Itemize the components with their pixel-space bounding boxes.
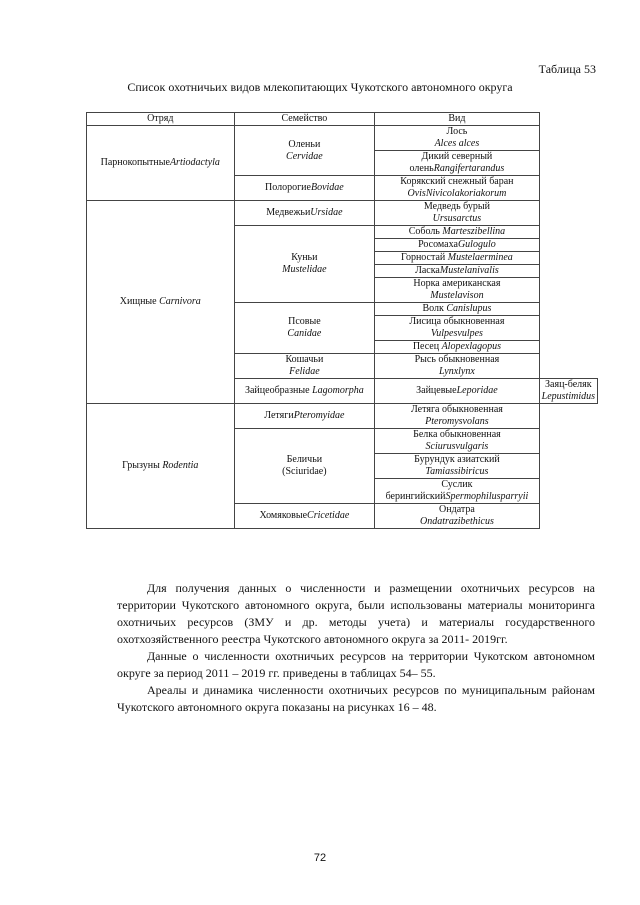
species-table xyxy=(86,112,598,529)
family-canidae: Псовые Canidae xyxy=(234,303,375,354)
family-mustelidae: Куньи Mustelidae xyxy=(234,226,375,303)
table-title: Список охотничьих видов млекопитающих Чукотского автономного округа xyxy=(127,80,513,94)
family-pteromyidae: ЛетягиPteromyidae xyxy=(234,404,375,429)
species-ground-squirrel: Суслик берингийскийSpermophilusparryii xyxy=(375,479,539,504)
order-artiodactyla: ПарнокопытныеArtiodactyla xyxy=(87,126,235,201)
species-muskrat: Ондатра Ondatrazibethicus xyxy=(375,504,539,529)
table-row xyxy=(87,201,598,226)
table-row xyxy=(87,126,598,151)
species-moose: Лось Alces alces xyxy=(375,126,539,151)
order-lagomorpha: Зайцеобразные Lagomorpha xyxy=(234,379,375,404)
species-wolverine: РосомахаGulogulo xyxy=(375,239,539,252)
order-rodentia: Грызуны Rodentia xyxy=(87,404,235,529)
species-brown-bear: Медведь бурый Ursusarctus xyxy=(375,201,539,226)
table-header-row xyxy=(87,113,598,126)
paragraph-3: Ареалы и динамика численности охотничьих ресурсов по муниципальным районам Чукотского автономного округа показаны на рисунках 16 – 48. xyxy=(117,683,595,714)
paragraph-1: Для получения данных о численности и размещении охотничьих ресурсов на территории Чукотского автономного округа, были использованы материалы мониторинга охотничьих ресурсов (ЗМУ и др. методы учета) и материалы государственного охотхозяйственного реестра Чукотского автономного округа за 2011- 2019гг. xyxy=(117,581,595,646)
header-order: Отряд xyxy=(87,113,235,126)
species-reindeer: Дикий северный оленьRangifertarandus xyxy=(375,151,539,176)
family-cervidae: Оленьи Cervidae xyxy=(234,126,375,176)
species-sable: Соболь Marteszibellina xyxy=(375,226,539,239)
species-weasel: ЛаскаMustelanivalis xyxy=(375,265,539,278)
species-ermine: Горностай Mustelaerminea xyxy=(375,252,539,265)
table-row xyxy=(87,404,598,429)
species-wolf: Волк Canislupus xyxy=(375,303,539,316)
species-chipmunk: Бурундук азиатский Tamiassibiricus xyxy=(375,454,539,479)
family-bovidae: ПолорогиеBovidae xyxy=(234,176,375,201)
paragraph-2: Данные о численности охотничьих ресурсов на территории Чукотском автономном округе за период 2011 – 2019 гг. приведены в таблицах 54– 55. xyxy=(117,649,595,680)
family-leporidae: ЗайцевыеLeporidae xyxy=(375,379,539,404)
species-lynx: Рысь обыкновенная Lynxlynx xyxy=(375,354,539,379)
header-species: Вид xyxy=(375,113,539,126)
species-snow-sheep: Корякский снежный баран OvisNivicolakoriakorum xyxy=(375,176,539,201)
family-cricetidae: ХомяковыеCricetidae xyxy=(234,504,375,529)
order-carnivora: Хищные Carnivora xyxy=(87,201,235,404)
species-mink: Норка американская Mustelavison xyxy=(375,278,539,303)
species-arctic-fox: Песец Alopexlagopus xyxy=(375,341,539,354)
family-sciuridae: Беличьи (Sciuridae) xyxy=(234,429,375,504)
family-ursidae: МедвежьиUrsidae xyxy=(234,201,375,226)
header-family: Семейство xyxy=(234,113,375,126)
species-flying-squirrel: Летяга обыкновенная Pteromysvolans xyxy=(375,404,539,429)
species-red-fox: Лисица обыкновенная Vulpesvulpes xyxy=(375,316,539,341)
family-felidae: Кошачьи Felidae xyxy=(234,354,375,379)
table-label: Таблица 53 xyxy=(538,62,596,76)
species-red-squirrel: Белка обыкновенная Sciurusvulgaris xyxy=(375,429,539,454)
species-mountain-hare: Заяц-беляк Lepustimidus xyxy=(539,379,597,404)
page-number: 72 xyxy=(313,852,327,864)
